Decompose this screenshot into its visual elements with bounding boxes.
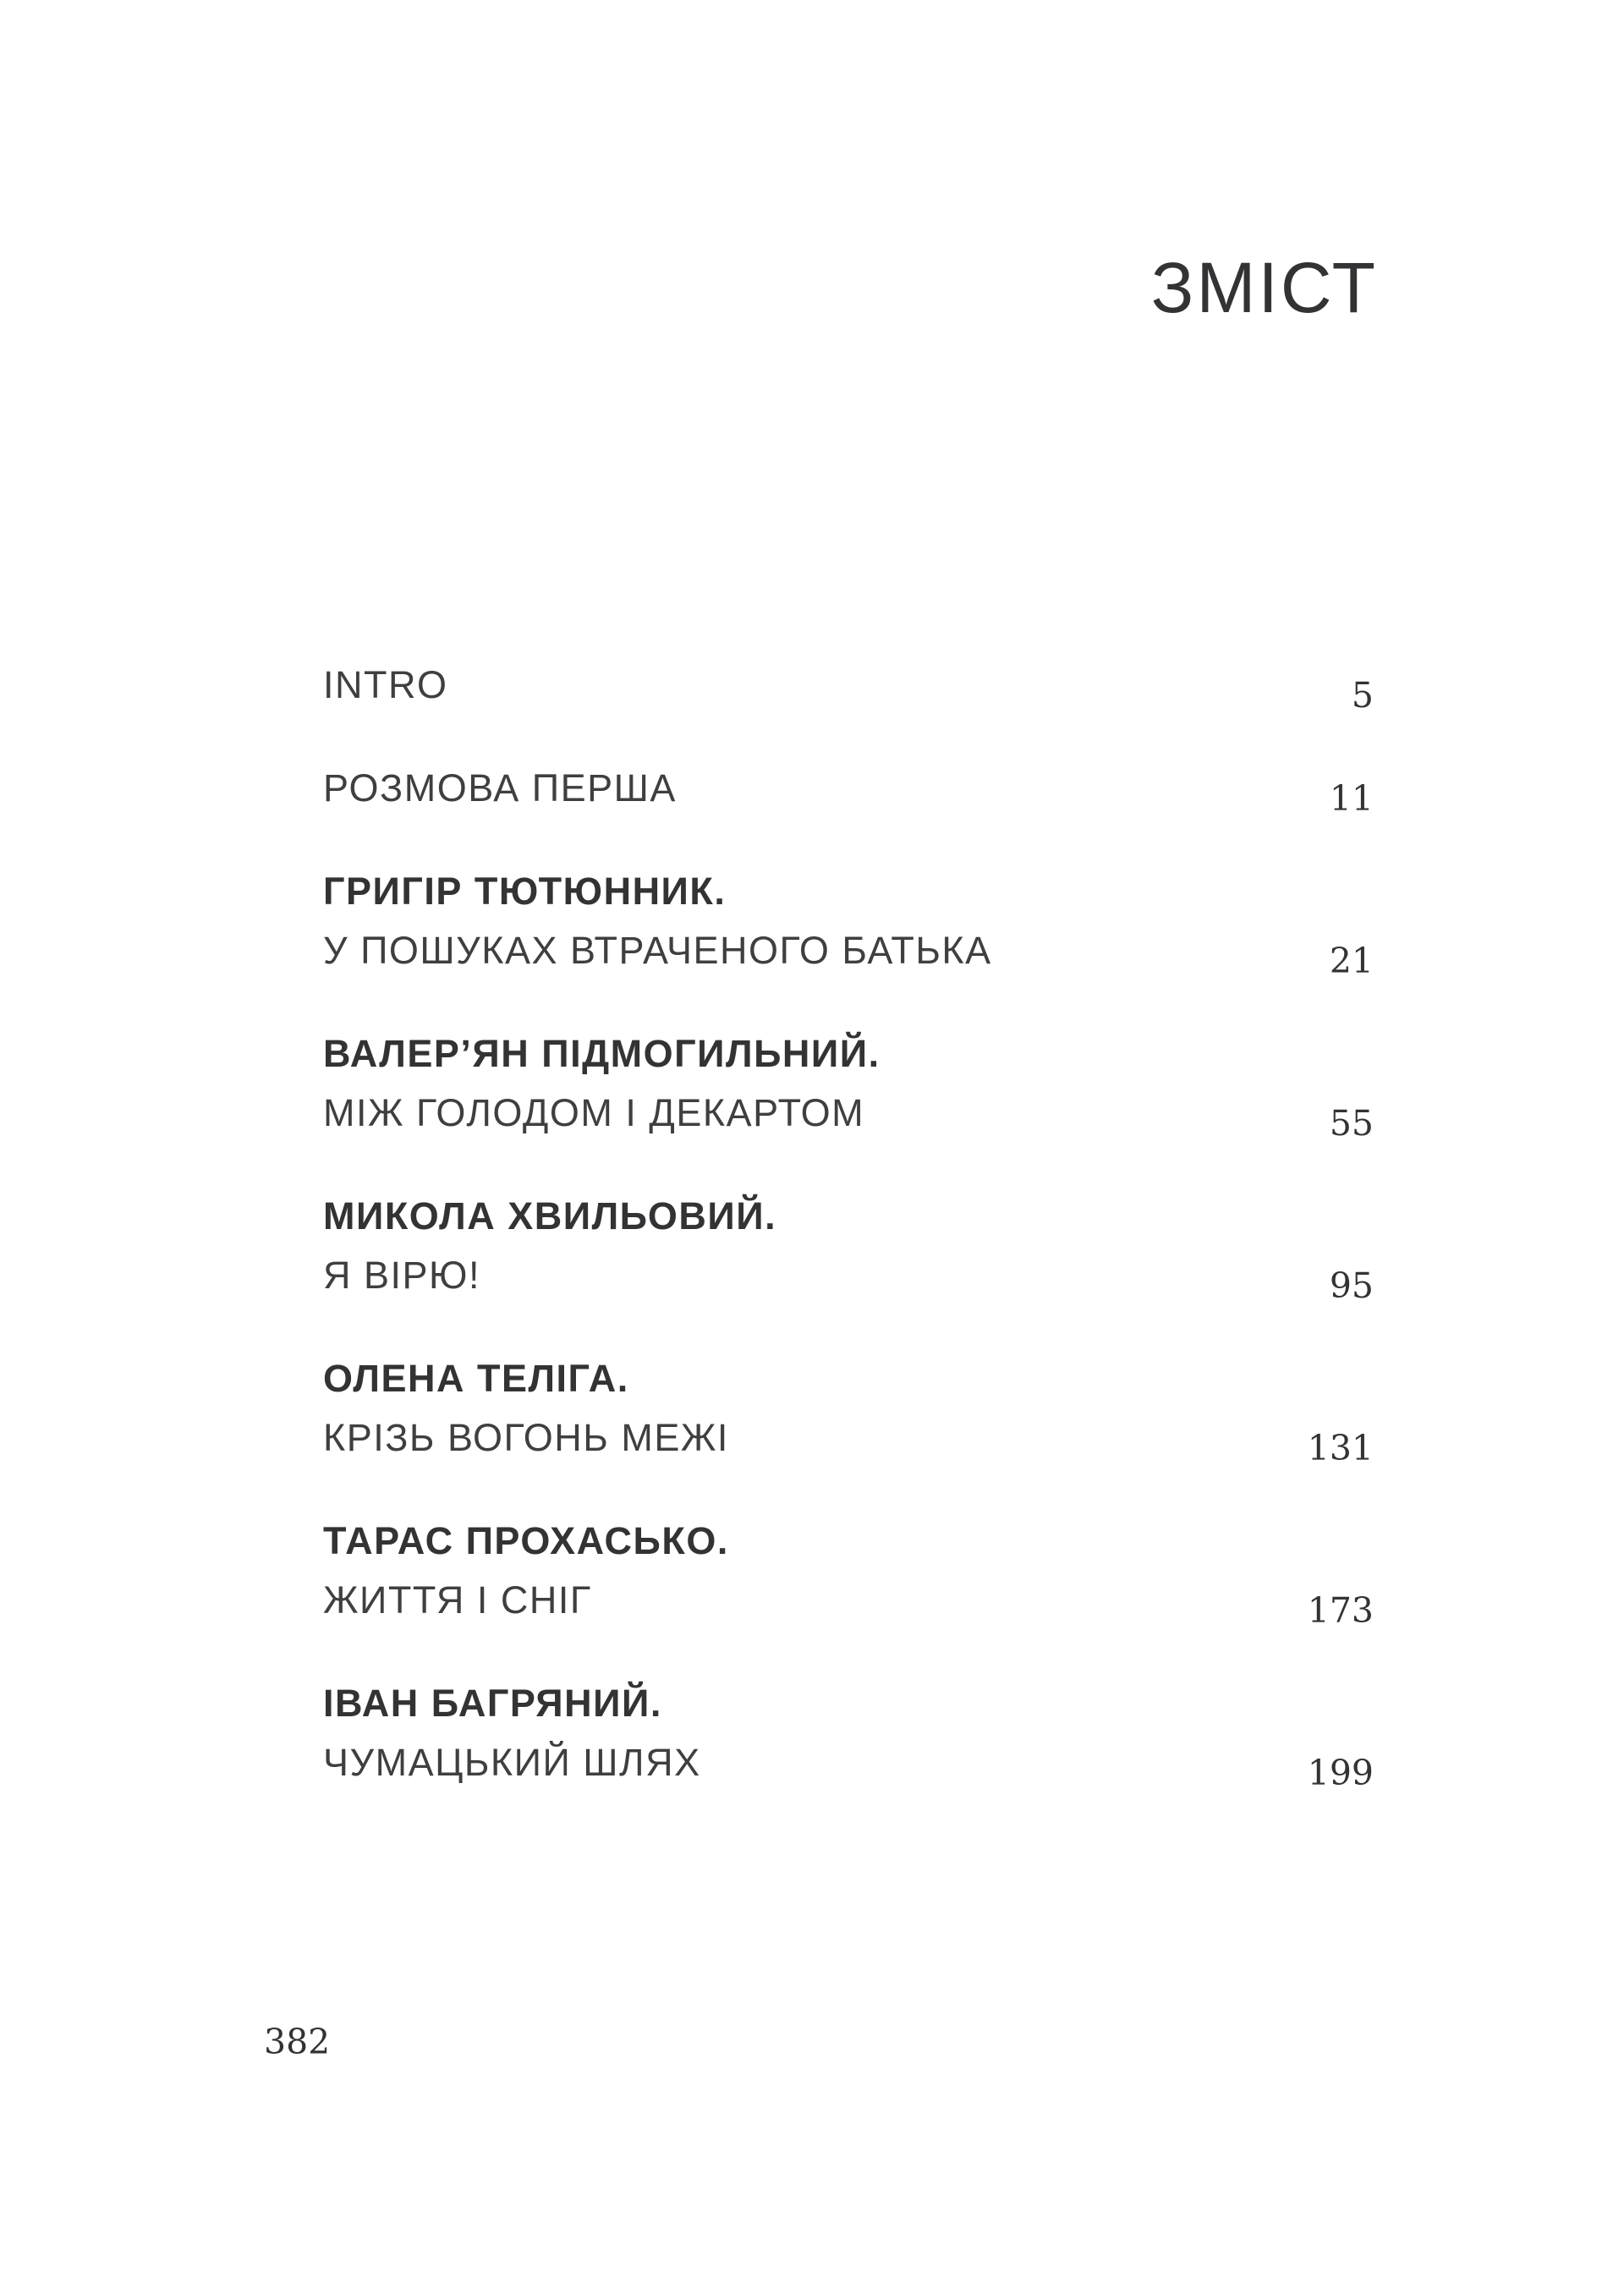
toc-entry-pidmohylnyi[interactable]	[323, 1024, 1374, 1143]
toc-chapter-title: У ПОШУКАХ ВТРАЧЕНОГО БАТЬКА	[323, 929, 992, 972]
toc-page-number: 173	[1307, 1590, 1374, 1631]
toc-author-name: ТАРАС ПРОХАСЬКО.	[323, 1519, 729, 1562]
toc-chapter-title: Я ВІРЮ!	[323, 1254, 480, 1297]
toc-chapter-title: ЖИТТЯ І СНІГ	[323, 1578, 592, 1622]
toc-chapter-title: КРІЗЬ ВОГОНЬ МЕЖІ	[323, 1416, 729, 1459]
page-number: 382	[264, 2022, 331, 2062]
toc-entry-tiutiunnyk[interactable]	[323, 862, 1374, 980]
toc-page-number: 21	[1329, 941, 1374, 981]
toc-author-name: ГРИГІР ТЮТЮННИК.	[323, 870, 727, 913]
toc-chapter-title: РОЗМОВА ПЕРША	[323, 766, 677, 809]
toc-entry-first-conversation[interactable]	[323, 759, 1374, 818]
toc-entry-khvylovyi[interactable]	[323, 1187, 1374, 1305]
toc-page-number: 95	[1329, 1265, 1374, 1306]
page-title: ЗМІСТ	[1150, 248, 1378, 327]
toc-page-number: 131	[1307, 1428, 1374, 1468]
toc-page-number: 5	[1351, 675, 1374, 716]
toc-page-number: 11	[1329, 778, 1374, 819]
toc-entry-bahrianyi[interactable]	[323, 1674, 1374, 1792]
toc-chapter-title: INTRO	[323, 663, 448, 706]
toc-author-name: ОЛЕНА ТЕЛІГА.	[323, 1357, 629, 1400]
toc-author-name: ІВАН БАГРЯНИЙ.	[323, 1682, 662, 1725]
toc-author-name: МИКОЛА ХВИЛЬОВИЙ.	[323, 1194, 777, 1238]
toc-entry-intro[interactable]	[323, 656, 1374, 715]
toc-page-number: 199	[1307, 1753, 1374, 1793]
table-of-contents	[323, 656, 1374, 1836]
toc-page-number: 55	[1329, 1103, 1374, 1144]
toc-entry-teliha[interactable]	[323, 1349, 1374, 1468]
toc-entry-prokhasko[interactable]	[323, 1512, 1374, 1630]
toc-author-name: ВАЛЕР’ЯН ПІДМОГИЛЬНИЙ.	[323, 1032, 881, 1075]
toc-chapter-title: МІЖ ГОЛОДОМ І ДЕКАРТОМ	[323, 1091, 865, 1134]
toc-chapter-title: ЧУМАЦЬКИЙ ШЛЯХ	[323, 1741, 701, 1784]
